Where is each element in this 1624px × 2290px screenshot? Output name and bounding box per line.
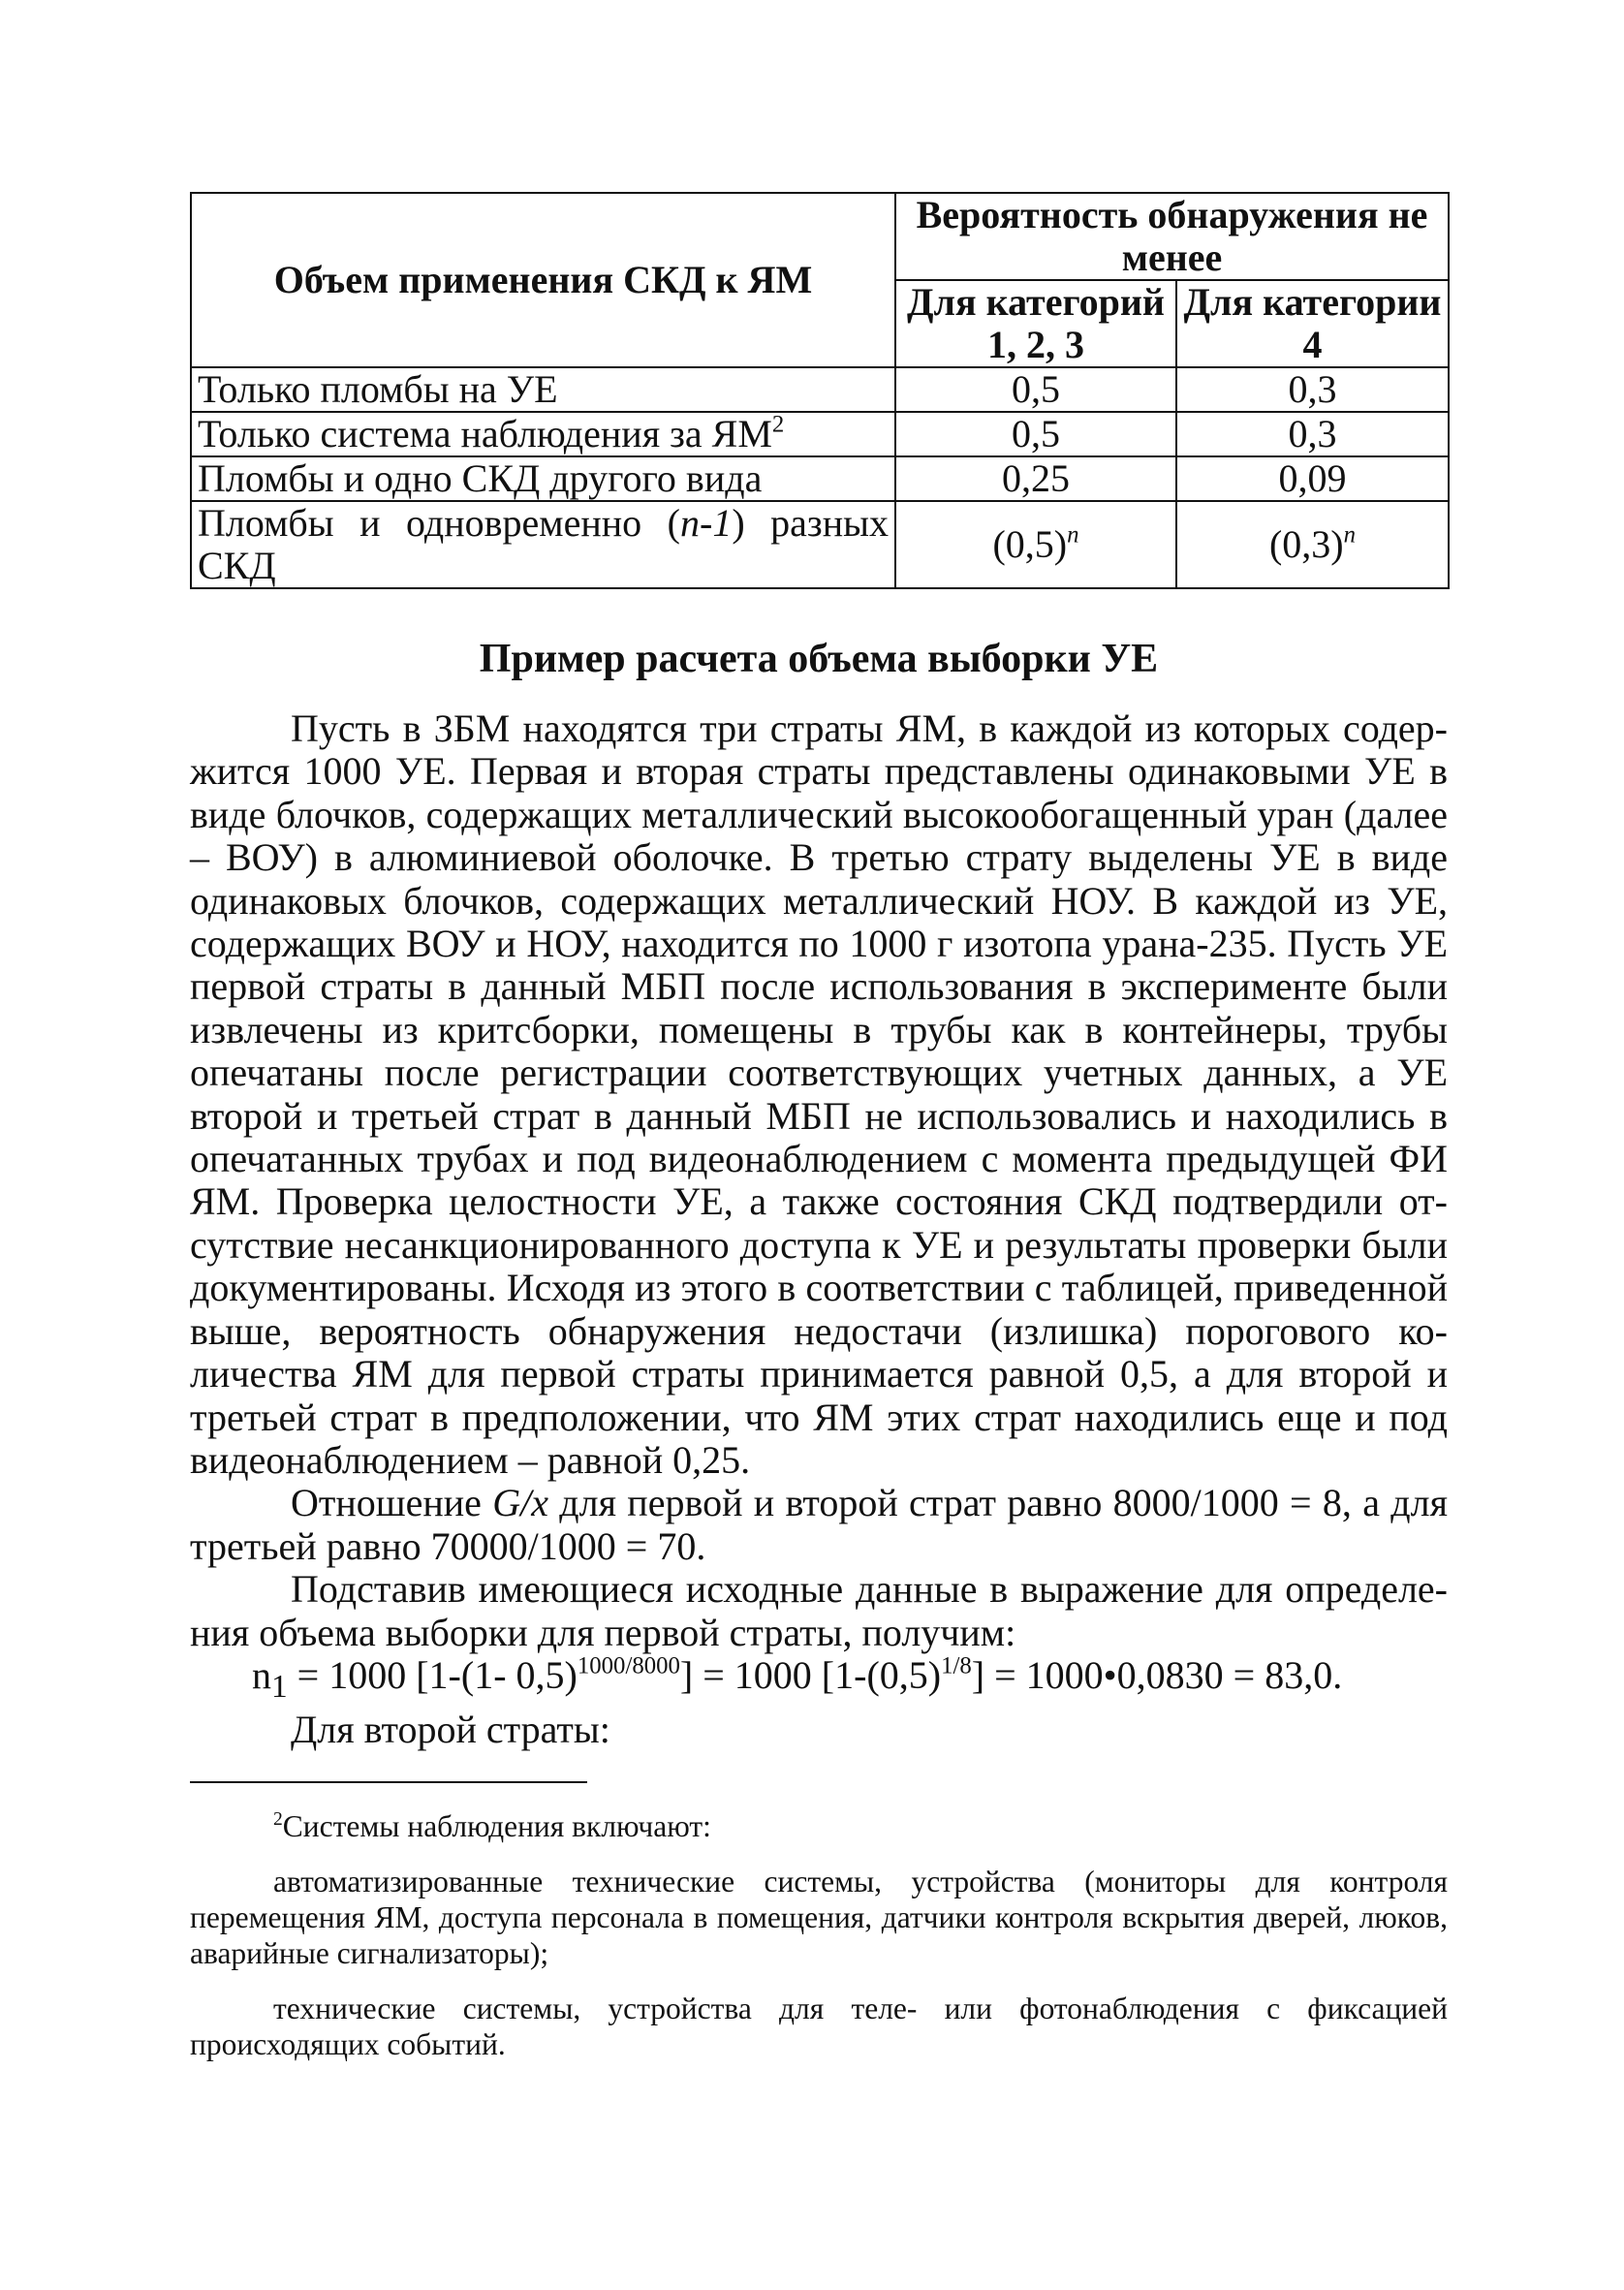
footnotes xyxy=(190,1808,1448,2082)
cell-exponent: n xyxy=(1343,521,1357,549)
col-header-probability: Вероятность обнаружения не менее xyxy=(895,193,1449,280)
col-header-scope: Объем применения СКД к ЯМ xyxy=(191,193,895,367)
formula-subscript: 1 xyxy=(271,1668,288,1705)
row-label: Пломбы и одно СКД другого вида xyxy=(191,456,895,501)
probability-table xyxy=(190,192,1450,589)
cell-cat123: 0,5 xyxy=(895,412,1176,456)
table-row xyxy=(191,412,1449,456)
footnote-number: 2 xyxy=(273,1808,283,1830)
formula-part: = 1000 [1-(1- 0,5) xyxy=(287,1652,578,1697)
paragraph-second-stratum: Для второй страты: xyxy=(291,1708,610,1752)
cell-base: (0,5) xyxy=(992,522,1068,566)
footnote-item: технические системы, устройства для теле- или фотонаблюдения с фиксацией происходящих событий. xyxy=(190,1992,1448,2061)
paragraph-ratio xyxy=(190,1482,1448,1568)
formula-part: n xyxy=(252,1652,271,1697)
cell-cat123: 0,5 xyxy=(895,367,1176,412)
col-header-cat4: Для категории 4 xyxy=(1176,280,1449,367)
table-row xyxy=(191,501,1449,588)
cell-cat4: 0,09 xyxy=(1176,456,1449,501)
row-label xyxy=(191,501,895,588)
row-label-italic: n-1 xyxy=(680,501,733,545)
col-header-cat123: Для категорий 1, 2, 3 xyxy=(895,280,1176,367)
cell-cat123: 0,25 xyxy=(895,456,1176,501)
footnote-2-title xyxy=(190,1808,1448,1844)
row-label-part-a: Пломбы и одновременно ( xyxy=(198,501,680,545)
paragraph-example: Пусть в ЗБМ находятся три страты ЯМ, в каждой из которых содержится 1000 УЕ. Первая и вторая страты представлены одинаковыми УЕ в виде блочков, содержащих металлический высокообогащенный уран (далее – ВОУ) в алюминиевой оболочке. В третью страту выделены УЕ в виде одинаковых блочков, содержащих металлический НОУ. В каждой из УЕ, содержащих ВОУ и НОУ, находится по 1000 г изотопа урана-235. Пусть УЕ первой страты в данный МБП после использования в эксперименте были извлечены из критсборки, помещены в трубы как в контейнеры, трубы опечатаны после регистрации соответствующих учетных данных, а УЕ второй и третьей страт в данный МБП не использовались и находились в опечатанных трубах и под видеонаблюдением с момента предыдущей ФИ ЯМ. Проверка целостности УЕ, а также состояния СКД подтвердили отсутствие несанкционированного доступа к УЕ и результаты проверки были документированы. Исходя из этого в соответствии с таблицей, приведенной выше, вероятность обнаружения недостачи (излишка) порогового количества ЯМ для первой страты принимается равной 0,5, а для второй и третьей страт в предположении, что ЯМ этих страт находились еще и под видеонаблюдением – равной 0,25. xyxy=(190,706,1448,1482)
paragraph-substitution: Подставив имеющиеся исходные данные в выражение для определения объема выборки для первой страты, получим: xyxy=(190,1567,1448,1654)
footnote-text: Системы наблюдения включают: xyxy=(282,1809,711,1843)
cell-base: (0,3) xyxy=(1268,522,1344,566)
cell-cat123 xyxy=(895,501,1176,588)
row-label xyxy=(191,412,895,456)
cell-cat4: 0,3 xyxy=(1176,367,1449,412)
footnote-ref: 2 xyxy=(771,411,785,438)
body-text xyxy=(190,707,1448,1752)
ratio-text-b: для первой и второй страт равно 8000/1000 = 8, а для третьей равно 70000/1000 = 70. xyxy=(190,1481,1448,1568)
cell-cat4: 0,3 xyxy=(1176,412,1449,456)
footnote-divider xyxy=(190,1781,587,1783)
row-label-text: Только система наблюдения за ЯМ xyxy=(198,412,772,455)
section-title: Пример расчета объема выборки УЕ xyxy=(479,637,1159,681)
table-row xyxy=(191,456,1449,501)
formula-part: ] = 1000•0,0830 = 83,0. xyxy=(971,1652,1343,1697)
table-row xyxy=(191,367,1449,412)
probability-table-wrapper xyxy=(190,192,1448,589)
formula-part: ] = 1000 [1-(0,5) xyxy=(679,1652,942,1697)
cell-cat4 xyxy=(1176,501,1449,588)
ratio-symbol: G/x xyxy=(492,1481,548,1525)
row-label: Только пломбы на УЕ xyxy=(191,367,895,412)
formula-exponent: 1/8 xyxy=(941,1652,972,1679)
formula-n1 xyxy=(190,1654,1448,1709)
ratio-text-a: Отношение xyxy=(291,1481,493,1525)
formula-exponent: 1000/8000 xyxy=(577,1652,680,1679)
footnote-item: автоматизированные технические системы, устройства (мониторы для контроля перемещения ЯМ, доступа персонала в помещения, датчики контроля вскрытия дверей, люков, аварийные сигнализаторы); xyxy=(190,1865,1448,1970)
cell-exponent: n xyxy=(1067,521,1079,549)
row-label-part-b: ) разных СКД xyxy=(198,501,889,587)
